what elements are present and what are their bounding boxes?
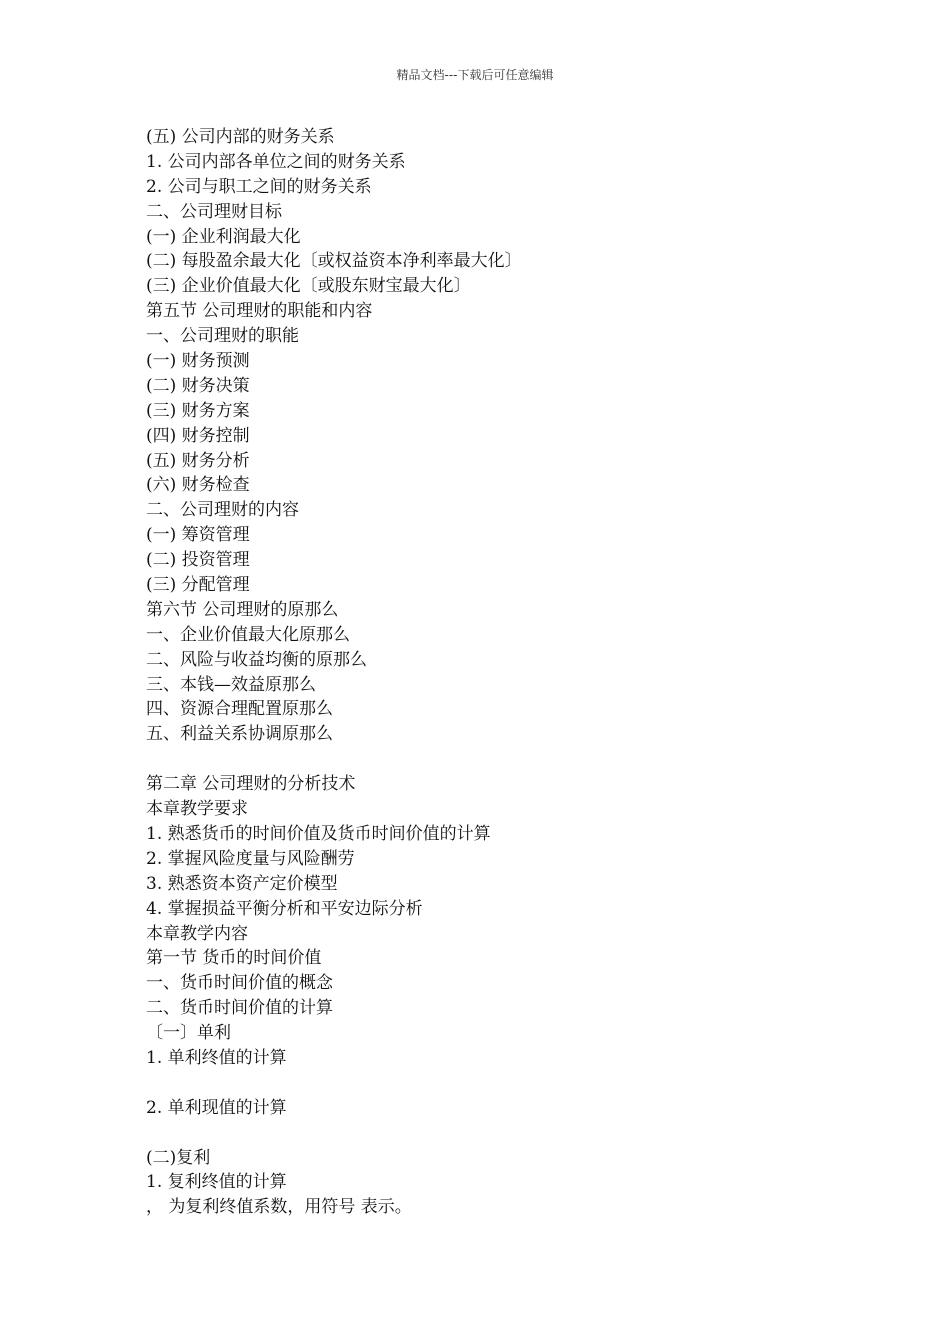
text-line: (五) 公司内部的财务关系 bbox=[146, 127, 335, 147]
text-line: (三) 分配管理 bbox=[146, 575, 250, 596]
text-line: 1. 熟悉货币的时间价值及货币时间价值的计算 bbox=[146, 823, 491, 844]
text-line: 一、公司理财的职能 bbox=[146, 326, 299, 347]
text-line: (一) 企业利润最大化 bbox=[146, 226, 301, 247]
text-line: ， 为复利终值系数，用符号 表示。 bbox=[146, 1197, 412, 1218]
text-line: (一) 筹资管理 bbox=[146, 525, 250, 546]
text-line: 五、利益关系协调原那么 bbox=[146, 724, 333, 745]
text-line: 1. 复利终值的计算 bbox=[146, 1172, 287, 1193]
text-line: 〔一〕单利 bbox=[146, 1023, 231, 1044]
text-line: 2. 单利现值的计算 bbox=[146, 1097, 287, 1118]
text-line: 第一节 货币的时间价值 bbox=[146, 948, 322, 969]
text-line: 第二章 公司理财的分析技术 bbox=[146, 774, 356, 795]
blank-line bbox=[146, 1121, 846, 1146]
text-line: 1. 公司内部各单位之间的财务关系 bbox=[146, 151, 406, 172]
text-line: 二、风险与收益均衡的原那么 bbox=[146, 649, 367, 670]
text-line: (三) 企业价值最大化〔或股东财宝最大化〕 bbox=[146, 276, 471, 297]
text-line: 二、货币时间价值的计算 bbox=[146, 998, 333, 1019]
text-line: (二)复利 bbox=[146, 1147, 211, 1168]
text-line: (五) 财务分析 bbox=[146, 450, 250, 471]
text-line: (六) 财务检查 bbox=[146, 475, 250, 496]
text-line: 1. 单利终值的计算 bbox=[146, 1047, 287, 1068]
blank-line bbox=[146, 1071, 846, 1096]
text-line: (三) 财务方案 bbox=[146, 400, 250, 421]
text-line: (一) 财务预测 bbox=[146, 351, 250, 372]
text-line: 第五节 公司理财的职能和内容 bbox=[146, 301, 373, 322]
text-line: 2. 公司与职工之间的财务关系 bbox=[146, 176, 372, 197]
text-line: 一、货币时间价值的概念 bbox=[146, 973, 333, 994]
text-line: 二、公司理财的内容 bbox=[146, 500, 299, 521]
text-line: (二) 每股盈余最大化〔或权益资本净利率最大化〕 bbox=[146, 251, 522, 272]
text-line: 第六节 公司理财的原那么 bbox=[146, 599, 339, 620]
text-line: 二、公司理财目标 bbox=[146, 201, 282, 222]
text-line: 本章教学要求 bbox=[146, 799, 248, 820]
page-header: 精品文档---下载后可任意编辑 bbox=[396, 68, 554, 82]
text-line: 3. 熟悉资本资产定价模型 bbox=[146, 873, 338, 894]
text-line: 三、本钱—效益原那么 bbox=[146, 674, 316, 695]
text-line: 4. 掌握损益平衡分析和平安边际分析 bbox=[146, 898, 423, 919]
text-line: (四) 财务控制 bbox=[146, 425, 250, 446]
text-line: 2. 掌握风险度量与风险酬劳 bbox=[146, 848, 355, 869]
document-body bbox=[146, 125, 846, 1220]
text-line: 四、资源合理配置原那么 bbox=[146, 699, 333, 720]
text-line: (二) 投资管理 bbox=[146, 550, 250, 571]
blank-line bbox=[146, 747, 846, 772]
text-line: 本章教学内容 bbox=[146, 923, 248, 944]
text-line: 一、企业价值最大化原那么 bbox=[146, 624, 350, 645]
text-line: (二) 财务决策 bbox=[146, 375, 250, 396]
